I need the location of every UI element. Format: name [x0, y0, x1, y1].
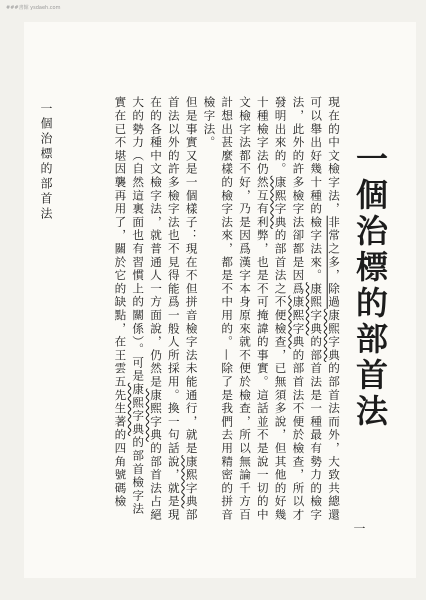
text-run: 但是事實又是一個樣子：現在不但拼音檢字法未能通行，就是	[184, 96, 199, 456]
text-run: 部首法以外的許多檢字法也不見得能爲一般人所採用。換一句話說，就是現在的各種中文檢字法，就普通人一方面說，仍然是	[149, 96, 199, 522]
book-title-mark: 康熙字典	[149, 388, 164, 442]
body-text	[111, 96, 342, 522]
book-title-mark: 康熙字典	[273, 175, 288, 230]
scan-watermark: ###書館 ysdaeh.com	[6, 5, 61, 11]
text-run: 的部首法不便於檢查，所以才發明出來的。	[273, 96, 306, 522]
text-run: 的部首法占絕大的勢力（自然這裏面也有習慣上的關係）。可是	[131, 96, 164, 522]
text-run: 的部首法是一種最有勢力的檢字法，此外的許多檢字法卻都是因爲	[291, 96, 324, 522]
page-number: 一	[352, 522, 366, 534]
text-run: 的部首法之不便檢查，已無須多說，但其他的好幾十種檢字法仍然互有利弊，也是不可掩諱的事實。這話並不是說一切的中文檢字法都不好，乃是因爲漢字本身原來就不便於檢查，所以無論千方百計想出甚麼樣的檢字法來，都是不中用的。—除了是我們去用精密的拼音檢字法。	[202, 96, 288, 522]
running-head: 一個治標的部首法	[39, 102, 53, 222]
text-run: 現在的中文檢字法，	[327, 96, 341, 216]
book-title-mark: 康熙字典	[327, 308, 341, 363]
paragraph-1	[200, 96, 342, 522]
paragraph-2	[111, 96, 200, 522]
emphasized-text: 非常之多，除過	[327, 215, 341, 309]
book-title-mark: 康熙字典	[291, 295, 306, 349]
book-page	[24, 22, 416, 578]
text-run: 的部首法而外，大致共總還可以舉出好幾十種的檢字法來。	[309, 96, 341, 522]
text-run: 的部首檢字法實在已不堪因襲再用了，關於它的缺點，在王雲五先生著的四角號碼檢	[113, 96, 146, 516]
book-title-mark: 康熙字典	[131, 382, 146, 437]
book-title-mark: 康熙字典	[184, 455, 199, 509]
chapter-title: 一個治標的部首法	[351, 142, 389, 430]
book-title-mark: 康熙字典	[309, 282, 324, 336]
